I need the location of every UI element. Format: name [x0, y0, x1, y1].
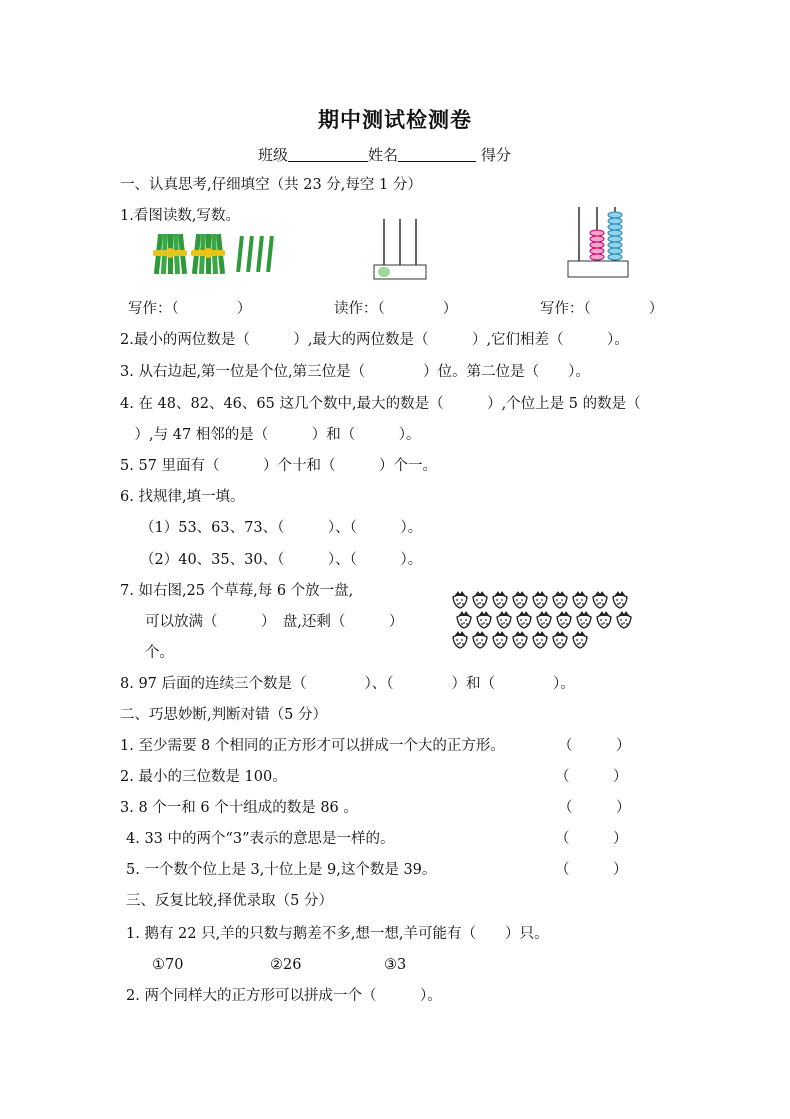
strawberry-icon	[613, 592, 627, 608]
q1-text: 1.看图读数,写数。	[120, 208, 240, 224]
strawberry-icon	[577, 612, 591, 628]
strawberry-icon	[473, 632, 487, 648]
strawberry-icon	[493, 592, 507, 608]
strawberry-icon	[553, 632, 567, 648]
judge-item-5: 5. 一个数个位上是 3,十位上是 9,这个数是 39。	[126, 862, 437, 878]
section3-heading: 三、反复比较,择优录取（5 分）	[126, 893, 333, 909]
judge-answer-3[interactable]: （ ）	[558, 800, 631, 816]
abacus-with-beads	[565, 205, 631, 279]
q4-text-line2: ）,与 47 相邻的是（ ）和（ ）。	[120, 427, 421, 443]
strawberry-icon	[553, 592, 567, 608]
judge-item-2: 2. 最小的三位数是 100。	[120, 769, 287, 785]
strawberry-icon	[533, 632, 547, 648]
class-blank[interactable]	[288, 147, 368, 162]
stick-bundle-1	[153, 234, 187, 274]
strawberry-icon	[453, 632, 467, 648]
strawberry-icon	[513, 632, 527, 648]
q3-text: 3. 从右边起,第一位是个位,第三位是（ ）位。第二位是（ ）。	[120, 364, 590, 380]
q7-text-line2: 可以放满（ ） 盘,还剩（ ）	[145, 614, 404, 630]
strawberry-icon	[593, 592, 607, 608]
q6-part2: （2）40、35、30、（ ）、（ ）。	[140, 552, 423, 568]
strawberry-icon	[573, 632, 587, 648]
q6-text: 6. 找规律,填一填。	[120, 489, 245, 505]
q8-text: 8. 97 后面的连续三个数是（ ）、（ ）和（ ）。	[120, 676, 575, 692]
section2-heading: 二、巧思妙断,判断对错（5 分）	[120, 707, 327, 723]
abacus-empty	[370, 215, 430, 281]
strawberries-figure	[448, 586, 640, 654]
q7-text-line3: 个。	[145, 645, 174, 661]
strawberry-icon	[497, 612, 511, 628]
judge-answer-1[interactable]: （ ）	[558, 738, 631, 754]
score-label: 得分	[480, 146, 511, 164]
choice-q1-option-1[interactable]: ①70	[152, 957, 184, 973]
strawberry-icon	[513, 592, 527, 608]
tens-beads	[590, 230, 604, 260]
strawberry-icon	[557, 612, 571, 628]
class-label: 班级	[258, 146, 289, 164]
strawberry-icon	[453, 592, 467, 608]
q1-write-answer-2[interactable]: 写作：（ ）	[540, 301, 664, 317]
q7-text-line1: 7. 如右图,25 个草莓,每 6 个放一盘,	[120, 583, 354, 599]
judge-item-3: 3. 8 个一和 6 个十组成的数是 86 。	[120, 800, 358, 816]
name-blank[interactable]	[398, 147, 476, 162]
name-label: 姓名	[368, 146, 399, 164]
q1-read-answer[interactable]: 读作：（ ）	[334, 301, 458, 317]
strawberry-icon	[473, 592, 487, 608]
stick-bundle-2	[191, 234, 225, 274]
choice-q1-option-3[interactable]: ③3	[384, 957, 407, 973]
judge-item-1: 1. 至少需要 8 个相同的正方形才可以拼成一个大的正方形。	[120, 738, 505, 754]
choice-q1-text: 1. 鹅有 22 只,羊的只数与鹅差不多,想一想,羊可能有（ ）只。	[126, 926, 549, 942]
strawberry-icon	[517, 612, 531, 628]
student-info-row	[258, 144, 511, 165]
strawberry-icon	[537, 612, 551, 628]
strawberry-icon	[533, 592, 547, 608]
judge-answer-2[interactable]: （ ）	[555, 769, 628, 785]
q6-part1: （1）53、63、73、（ ）、（ ）。	[140, 520, 423, 536]
q1-write-answer-1[interactable]: 写作：（ ）	[128, 301, 252, 317]
q2-text: 2.最小的两位数是（ ）,最大的两位数是（ ）,它们相差（ ）。	[120, 332, 629, 348]
strawberry-icon	[457, 612, 471, 628]
choice-q2-text: 2. 两个同样大的正方形可以拼成一个（ ）。	[126, 988, 442, 1004]
judge-answer-4[interactable]: （ ）	[555, 831, 628, 847]
q5-text: 5. 57 里面有（ ）个十和（ ）个一。	[120, 458, 438, 474]
page-title: 期中测试检测卷	[318, 107, 472, 132]
strawberry-icon	[617, 612, 631, 628]
strawberry-icon	[493, 632, 507, 648]
judge-answer-5[interactable]: （ ）	[555, 862, 628, 878]
stick-bundles-figure	[150, 228, 280, 282]
strawberry-icon	[477, 612, 491, 628]
judge-item-4: 4. 33 中的两个“3”表示的意思是一样的。	[126, 831, 395, 847]
loose-sticks	[236, 236, 274, 272]
q4-text-line1: 4. 在 48、82、46、65 这几个数中,最大的数是（ ）,个位上是 5 的数是（	[120, 396, 641, 412]
choice-q1-option-2[interactable]: ②26	[270, 957, 302, 973]
strawberry-icon	[597, 612, 611, 628]
ones-beads	[608, 212, 622, 260]
strawberry-icon	[573, 592, 587, 608]
section1-heading: 一、认真思考,仔细填空（共 23 分,每空 1 分）	[120, 177, 422, 193]
